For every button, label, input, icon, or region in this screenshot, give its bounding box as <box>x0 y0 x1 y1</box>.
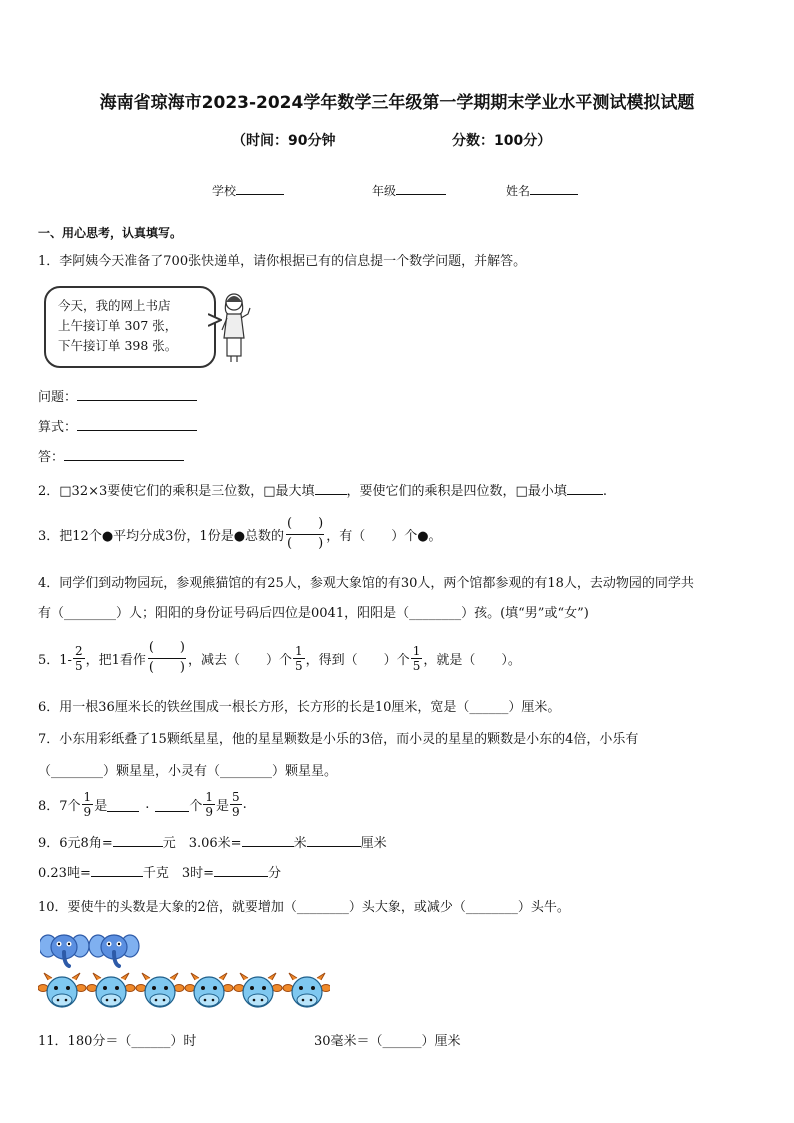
grade-label: 年级 <box>372 184 397 198</box>
school-label: 学校 <box>212 184 237 198</box>
cow-icon <box>38 973 86 1007</box>
fraction: $\frac{1}{9}$ <box>205 789 213 819</box>
cow-icon <box>136 973 184 1007</box>
answer-line[interactable] <box>38 446 184 465</box>
q9-blank[interactable] <box>242 834 294 847</box>
q5-text: ，减去（ ）个 <box>188 652 293 668</box>
woman-illustration <box>218 292 254 364</box>
q8-blank-2[interactable] <box>155 799 189 812</box>
cow-icon <box>234 973 282 1007</box>
q5-text: ，就是（ ）。 <box>423 652 521 668</box>
question-11-right: 30毫米＝（______）厘米 <box>314 1034 461 1049</box>
fraction: $\frac{1}{5}$ <box>295 643 303 673</box>
q8-text: 是 <box>94 798 108 814</box>
q3-text: ，有（ ）个●。 <box>326 528 442 544</box>
formula-answer-line[interactable] <box>38 416 197 435</box>
name-label: 姓名 <box>506 184 531 198</box>
q9-text: 元 3.06米= <box>162 836 242 851</box>
bubble-text <box>58 296 177 356</box>
q8-text: . <box>242 796 247 812</box>
fraction: $\frac{5}{9}$ <box>232 789 240 819</box>
q9-text: 0.23吨= <box>38 866 91 881</box>
bubble-line: 今天，我的网上书店 <box>58 298 171 313</box>
q8-text: 个 <box>189 798 203 814</box>
q9-blank[interactable] <box>214 864 268 877</box>
q5-fraction-blank[interactable]: ( ) ( ) <box>148 639 186 675</box>
q9-blank[interactable] <box>307 834 361 847</box>
q9-text: 厘米 <box>360 836 387 851</box>
q9-text: 米 <box>293 836 307 851</box>
question-9-line-1 <box>38 832 387 851</box>
cow-icon <box>87 973 135 1007</box>
exam-time: （时间：90分钟 <box>232 133 336 149</box>
q2-text: 2．□32×3要使它们的乘积是三位数，□最大填 <box>38 484 315 499</box>
question-3 <box>38 512 442 556</box>
q9-blank[interactable] <box>91 864 143 877</box>
q9-text: 千克 3时= <box>142 866 215 881</box>
q2-blank-min[interactable] <box>567 482 603 495</box>
cow-icon <box>283 973 330 1007</box>
q9-blank[interactable] <box>113 834 163 847</box>
q5-text: 5．1- <box>38 652 72 668</box>
question-11-left: 11．180分＝（______）时 <box>38 1034 197 1049</box>
cow-icon <box>185 973 233 1007</box>
cow-row <box>38 970 330 1012</box>
question-8 <box>38 786 247 822</box>
question-label: 问题： <box>38 390 78 405</box>
question-5 <box>38 636 521 680</box>
q3-text: 3．把12个●平均分成3份，1份是●总数的 <box>38 528 285 544</box>
formula-label: 算式： <box>38 420 78 435</box>
elephant-icon <box>40 935 89 966</box>
q5-text: ，把1看作 <box>85 652 146 668</box>
question-10: 10．要使牛的头数是大象的2倍，就要增加（________）头大象，或减少（________）头牛。 <box>38 900 570 915</box>
question-7-line-1: 7．小东用彩纸叠了15颗纸星星，他的星星颗数是小乐的3倍，而小灵的星星的颗数是小东的4倍，小乐有 <box>38 732 639 747</box>
q2-blank-max[interactable] <box>315 482 347 495</box>
school-field[interactable] <box>212 182 284 199</box>
bubble-line: 下午接订单 398 张。 <box>58 338 178 353</box>
section-heading: 一、用心思考，认真填写。 <box>38 226 183 240</box>
q9-text: 分 <box>268 866 282 881</box>
answer-label: 答： <box>38 450 65 465</box>
page-title: 海南省琼海市2023-2024学年数学三年级第一学期期末学业水平测试模拟试题 <box>99 93 695 113</box>
fraction: $\frac{1}{5}$ <box>412 643 421 673</box>
q2-text: ，要使它们的乘积是四位数，□最小填 <box>346 484 567 499</box>
q8-text: 是 <box>216 798 230 814</box>
fraction: $\frac{1}{9}$ <box>83 789 92 819</box>
q2-text: . <box>602 484 607 499</box>
question-9-line-2 <box>38 862 281 881</box>
name-field[interactable] <box>506 182 578 199</box>
q5-text: ，得到（ ）个 <box>305 652 410 668</box>
question-4-line-1: 4．同学们到动物园玩，参观熊猫馆的有25人，参观大象馆的有30人，两个馆都参观的有18人，去动物园的同学共 <box>38 576 694 591</box>
question-4-line-2: 有（________）人；阳阳的身份证号码后四位是0041，阳阳是（________）孩。(填“男”或“女”) <box>38 606 589 621</box>
exam-score: 分数：100分） <box>452 133 552 149</box>
grade-field[interactable] <box>372 182 446 199</box>
question-1-text: 1．李阿姨今天准备了700张快递单，请你根据已有的信息提一个数学问题，并解答。 <box>38 254 527 269</box>
elephant-icon <box>89 935 139 966</box>
bubble-line: 上午接订单 307 张， <box>58 318 178 333</box>
elephant-row <box>40 928 142 970</box>
q9-text: 9．6元8角= <box>38 836 113 851</box>
q8-text: 8．7个 <box>38 798 81 814</box>
q3-fraction-blank[interactable]: ( ) ( ) <box>287 515 324 551</box>
fraction: $\frac{2}{5}$ <box>74 643 83 673</box>
question-6: 6．用一根36厘米长的铁丝围成一根长方形，长方形的长是10厘米，宽是（______）厘米。 <box>38 700 561 715</box>
question-answer-line[interactable] <box>38 386 197 405</box>
q8-text: . <box>145 796 150 812</box>
question-7-line-2: （________）颗星星，小灵有（________）颗星星。 <box>38 764 338 779</box>
question-2 <box>38 480 607 499</box>
q8-blank-1[interactable] <box>107 799 139 812</box>
